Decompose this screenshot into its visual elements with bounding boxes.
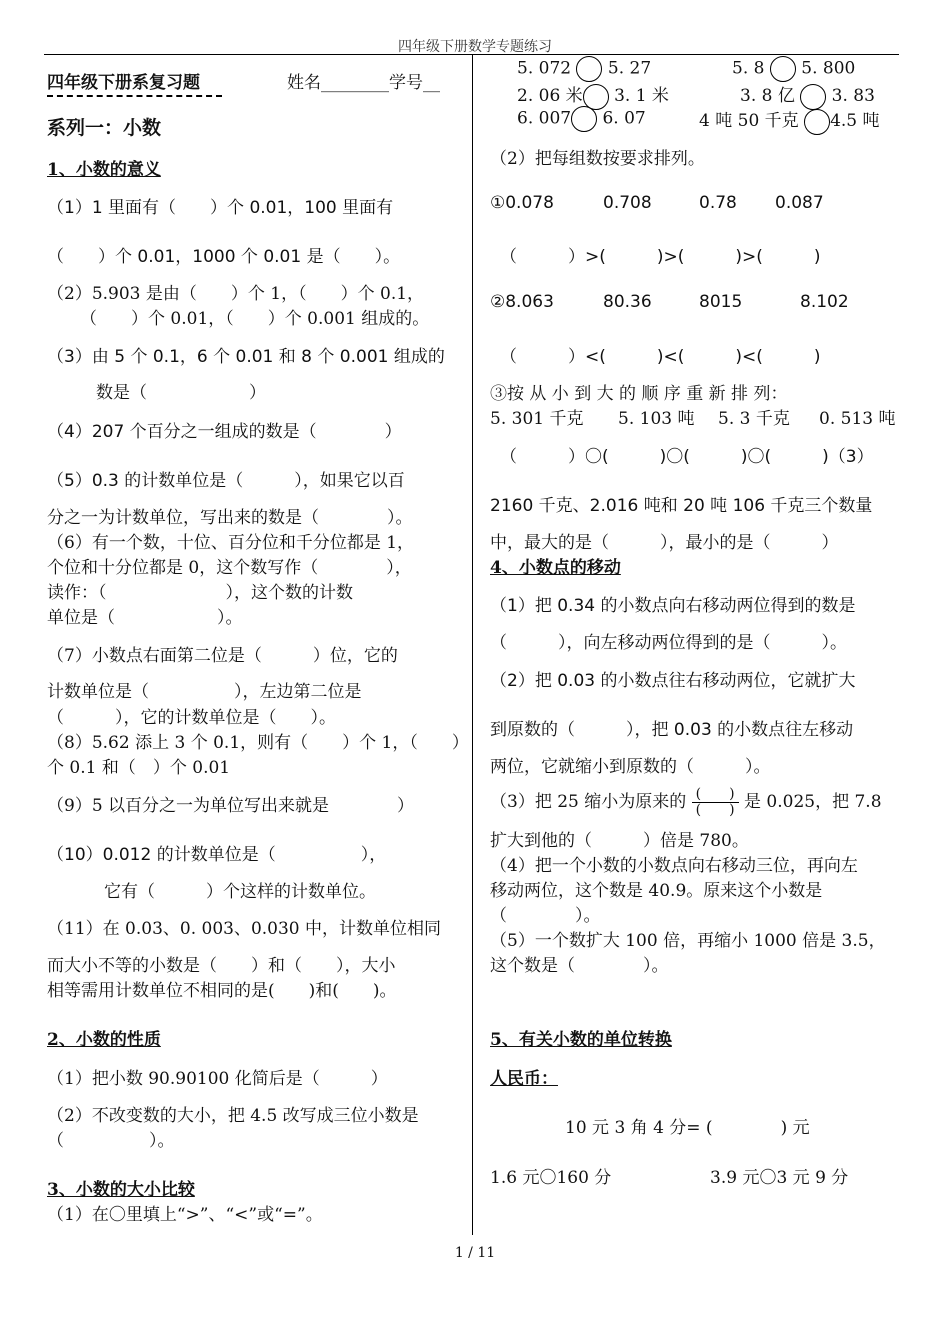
group-1-order: （ ）>( )>( )>( ) <box>500 247 821 267</box>
group-2-num: 8.102 <box>800 292 849 312</box>
group-1-num: 0.087 <box>775 193 824 213</box>
section-5-title: 5、有关小数的单位转换 <box>490 1030 672 1050</box>
group-3-item: 5. 3 千克 <box>718 409 790 429</box>
q5-line: 分之一为计数单位，写出来的数是（ ）。 <box>47 508 413 528</box>
s3-q1-line: （1）在〇里填上“>”、“<”或“=”。 <box>47 1205 323 1225</box>
q6-line: 个位和十分位都是 0，这个数写作（ ）， <box>47 558 412 578</box>
q6-line: （6）有一个数，十位、百分位和千分位都是 1， <box>47 533 415 553</box>
s2-q1-line: （1）把小数 90.90100 化简后是（ ） <box>47 1069 388 1089</box>
s4-q1-line: （1）把 0.34 的小数点向右移动两位得到的数是 <box>490 596 856 616</box>
group-1-num: 0.708 <box>603 193 652 213</box>
q11-line: 相等需用计数单位不相同的是( )和( )。 <box>47 981 397 1001</box>
section-4-title: 4、小数点的移动 <box>490 558 621 578</box>
compare-row: 4 吨 50 千克 4.5 吨 <box>699 106 880 135</box>
column-divider <box>472 55 473 1235</box>
compare-circle[interactable] <box>571 106 597 132</box>
q6-line: 单位是（ ）。 <box>47 608 243 628</box>
page-number: 1 / 11 <box>454 1245 496 1261</box>
s2-q2-line: （ ）。 <box>47 1131 175 1151</box>
fraction-blank[interactable]: $\frac{( )}{( )}$ <box>692 787 739 818</box>
s4-q4-line: （ ）。 <box>490 906 601 926</box>
group-2-num: ②8.063 <box>490 292 554 312</box>
s4-q2-line: 到原数的（ ），把 0.03 的小数点往左移动 <box>490 720 854 740</box>
name-number-field[interactable]: 姓名________学号__ <box>287 73 440 93</box>
q3-line: （3）由 5 个 0.1，6 个 0.01 和 8 个 0.001 组成的 <box>47 347 445 367</box>
group-3-title: ③按 从 小 到 大 的 顺 序 重 新 排 列： <box>490 384 788 404</box>
part-3-line: 2160 千克、2.016 吨和 20 吨 106 千克三个数量 <box>490 496 873 516</box>
s4-q2-line: 两位，它就缩小到原数的（ ）。 <box>490 757 771 777</box>
q2-line: （ ）个 0.01，（ ）个 0.001 组成的。 <box>80 309 430 329</box>
part-2-prompt: （2）把每组数按要求排列。 <box>490 149 705 169</box>
q7-line: （ ），它的计数单位是（ ）。 <box>47 708 336 728</box>
s4-q4-line: （4）把一个小数的小数点向右移动三位，再向左 <box>490 856 858 876</box>
section-3-title: 3、小数的大小比较 <box>47 1180 195 1200</box>
compare-row: 5. 072 5. 27 <box>517 56 651 82</box>
s2-q2-line: （2）不改变数的大小，把 4.5 改写成三位小数是 <box>47 1106 419 1126</box>
group-1-num: ①0.078 <box>490 193 554 213</box>
group-3-order: （ ）〇( )〇( )〇( )（3） <box>500 447 874 467</box>
q11-line: 而大小不等的小数是（ ）和（ ），大小 <box>47 956 396 976</box>
q5-line: （5）0.3 的计数单位是（ ），如果它以百 <box>47 471 405 491</box>
compare-circle[interactable] <box>804 109 830 135</box>
s4-q4-line: 移动两位，这个数是 40.9。原来这个小数是 <box>490 881 823 901</box>
currency-subtitle: 人民币： <box>490 1069 558 1089</box>
q7-line: （7）小数点右面第二位是（ ）位，它的 <box>47 646 398 666</box>
q9-line: （9）5 以百分之一为单位写出来就是 ） <box>47 796 415 816</box>
compare-row: 5. 8 5. 800 <box>732 56 855 82</box>
q6-line: 读作：（ ），这个数的计数 <box>47 583 353 603</box>
currency-line: 10 元 3 角 4 分= ( ) 元 <box>565 1118 810 1138</box>
part-3-line: 中，最大的是（ ），最小的是（ ） <box>490 533 839 553</box>
q10-line: （10）0.012 的计数单位是（ ）， <box>47 845 387 865</box>
section-1-title: 1、小数的意义 <box>47 160 161 180</box>
s4-q2-line: （2）把 0.03 的小数点往右移动两位，它就扩大 <box>490 671 856 691</box>
compare-circle[interactable] <box>576 56 602 82</box>
series-title: 系列一：小数 <box>47 117 162 139</box>
s4-q5-line: 这个数是（ ）。 <box>490 956 669 976</box>
group-2-order: （ ）<( )<( )<( ) <box>500 347 821 367</box>
q8-line: 个 0.1 和（ ）个 0.01 <box>47 758 231 778</box>
group-3-item: 0. 513 吨 <box>819 409 896 429</box>
q1-line: （1）1 里面有（ ）个 0.01，100 里面有 <box>47 198 394 218</box>
doc-title: 四年级下册系复习题 <box>47 68 222 97</box>
q2-line: （2）5.903 是由（ ）个 1，（ ）个 0.1， <box>47 284 425 304</box>
q1-line: （ ）个 0.01，1000 个 0.01 是（ ）。 <box>47 247 401 267</box>
compare-row: 2. 06 米 3. 1 米 <box>517 81 669 110</box>
group-2-num: 8015 <box>699 292 743 312</box>
compare-row: 3. 8 亿 3. 83 <box>740 81 875 110</box>
q11-line: （11）在 0.03、0. 003、0.030 中，计数单位相同 <box>47 919 442 939</box>
q3-line: 数是（ ） <box>96 383 266 403</box>
s4-q3-line: （3）把 25 缩小为原来的 $\frac{( )}{( )}$ 是 0.025，把 7.8 <box>490 786 882 818</box>
page-header: 四年级下册数学专题练习 <box>398 39 552 55</box>
q8-line: （8）5.62 添上 3 个 0.1，则有（ ）个 1，（ ） <box>47 733 469 753</box>
group-3-item: 5. 103 吨 <box>618 409 695 429</box>
q10-line: 它有（ ）个这样的计数单位。 <box>104 882 376 902</box>
group-3-item: 5. 301 千克 <box>490 409 584 429</box>
s4-q5-line: （5）一个数扩大 100 倍，再缩小 1000 倍是 3.5， <box>490 931 886 951</box>
q4-line: （4）207 个百分之一组成的数是（ ） <box>47 422 402 442</box>
s4-q1-line: （ ），向左移动两位得到的是（ ）。 <box>490 633 847 653</box>
group-2-num: 80.36 <box>603 292 652 312</box>
s4-q3-line: 扩大到他的（ ）倍是 780。 <box>490 831 749 851</box>
section-2-title: 2、小数的性质 <box>47 1030 161 1050</box>
group-1-num: 0.78 <box>699 193 737 213</box>
currency-compare: 1.6 元〇160 分 <box>490 1168 612 1188</box>
currency-compare: 3.9 元〇3 元 9 分 <box>710 1168 849 1188</box>
compare-row: 6. 007 6. 07 <box>517 106 646 132</box>
compare-circle[interactable] <box>770 56 796 82</box>
q7-line: 计数单位是（ ），左边第二位是 <box>47 682 362 702</box>
